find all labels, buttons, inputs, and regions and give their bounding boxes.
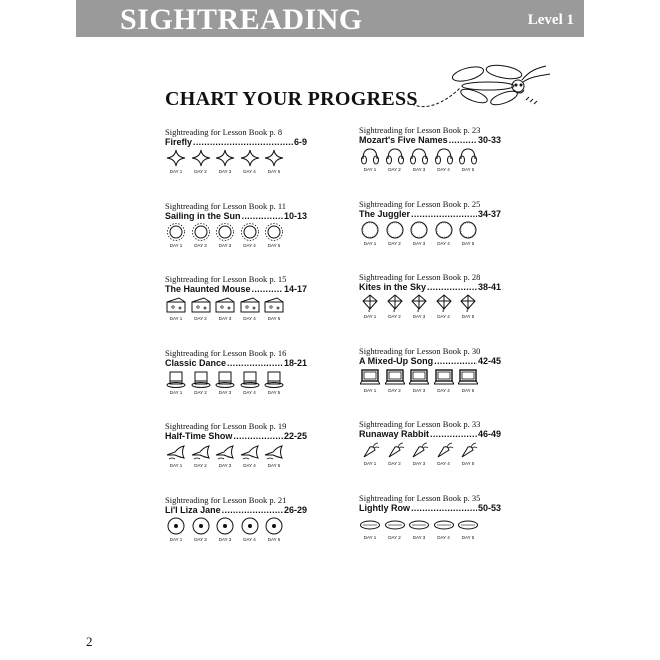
sun-icon <box>166 223 186 241</box>
day-label: DAY 2 <box>388 240 401 246</box>
cheese-icon <box>264 296 284 314</box>
piece-title: Runaway Rabbit <box>359 429 430 439</box>
record-icon <box>191 517 211 535</box>
day-label: DAY 2 <box>194 169 207 174</box>
day-checkbox[interactable] <box>214 517 236 545</box>
piece-title-row <box>359 356 501 366</box>
day-checkbox[interactable] <box>263 517 285 545</box>
day-checkbox[interactable] <box>239 223 261 251</box>
boat-icon <box>458 515 478 533</box>
piece-title-row <box>359 209 501 219</box>
top-hat-icon <box>191 370 211 388</box>
sparkle-star-icon <box>215 149 235 167</box>
piece-title: The Haunted Mouse <box>165 284 251 294</box>
sun-icon <box>191 223 211 241</box>
ball-icon <box>385 221 405 239</box>
day-checkbox[interactable] <box>384 221 406 249</box>
day-checkbox[interactable] <box>384 368 406 396</box>
kite-icon <box>434 294 454 312</box>
day-label: DAY 3 <box>412 387 426 393</box>
progress-entry <box>165 201 365 253</box>
headphones-icon <box>434 147 454 165</box>
day-label: DAY 3 <box>218 316 232 321</box>
day-label: DAY 3 <box>194 536 207 542</box>
ball-icon <box>434 221 454 239</box>
day-tracker <box>359 441 489 469</box>
day-label: DAY 3 <box>412 534 426 540</box>
boat-icon <box>385 515 405 533</box>
page-range: 6-9 <box>293 137 307 147</box>
page-number: 2 <box>86 634 93 649</box>
day-checkbox[interactable] <box>165 443 187 471</box>
day-tracker <box>359 368 489 396</box>
kite-icon <box>458 294 478 312</box>
day-checkbox[interactable] <box>433 221 455 249</box>
day-checkbox[interactable] <box>408 368 430 396</box>
day-label: DAY 4 <box>243 536 256 542</box>
day-checkbox[interactable] <box>190 223 212 251</box>
horn-icon <box>264 443 284 461</box>
laptop-icon <box>385 368 405 386</box>
header-bar <box>76 0 584 37</box>
horn-icon <box>240 443 260 461</box>
horn-icon <box>166 443 186 461</box>
page-title: CHART YOUR PROGRESS <box>165 88 418 110</box>
ball-icon <box>458 221 478 239</box>
day-label: DAY 1 <box>363 534 377 540</box>
day-checkbox[interactable] <box>359 147 381 175</box>
dot-leader <box>233 431 283 441</box>
day-label: DAY 5 <box>461 461 475 466</box>
laptop-icon <box>409 368 429 386</box>
day-label: DAY 1 <box>363 387 377 393</box>
sun-icon <box>215 223 235 241</box>
progress-entry <box>359 346 559 398</box>
horn-icon <box>191 443 211 461</box>
cheese-icon <box>240 296 260 314</box>
day-tracker <box>359 294 489 322</box>
day-checkbox[interactable] <box>408 294 430 322</box>
day-label: DAY 4 <box>437 387 450 393</box>
day-label: DAY 5 <box>461 167 475 172</box>
dot-leader <box>449 135 477 145</box>
page-range: 30-33 <box>477 135 501 145</box>
lesson-book-reference: Sightreading for Lesson Book p. 16 <box>165 347 287 358</box>
day-label: DAY 5 <box>461 387 475 393</box>
progress-entry <box>359 419 559 471</box>
dot-leader <box>411 503 477 513</box>
dot-leader <box>430 429 477 439</box>
day-label: DAY 4 <box>243 169 256 174</box>
day-label: DAY 1 <box>169 536 183 542</box>
day-label: DAY 1 <box>169 316 183 321</box>
progress-entry <box>359 125 559 177</box>
day-checkbox[interactable] <box>457 441 479 469</box>
cheese-icon <box>215 296 235 314</box>
kite-icon <box>360 294 380 312</box>
day-label: DAY 3 <box>218 169 232 174</box>
dot-leader <box>434 356 477 366</box>
day-checkbox[interactable] <box>165 149 187 177</box>
piece-title-row <box>359 135 501 145</box>
kite-icon <box>409 294 429 312</box>
day-checkbox[interactable] <box>214 296 236 324</box>
day-checkbox[interactable] <box>384 294 406 322</box>
kite-icon <box>385 294 405 312</box>
carrot-icon <box>458 441 478 459</box>
day-checkbox[interactable] <box>190 443 212 471</box>
day-checkbox[interactable] <box>433 441 455 469</box>
laptop-icon <box>360 368 380 386</box>
lesson-book-reference: Sightreading for Lesson Book p. 11 <box>165 200 287 211</box>
record-icon <box>215 517 235 535</box>
day-checkbox[interactable] <box>263 443 285 471</box>
lesson-book-reference: Sightreading for Lesson Book p. 30 <box>359 345 481 356</box>
sparkle-star-icon <box>191 149 211 167</box>
day-label: DAY 2 <box>194 316 207 321</box>
level-label: Level 1 <box>527 12 574 28</box>
day-checkbox[interactable] <box>408 221 430 249</box>
piece-title: Sailing in the Sun <box>165 210 241 221</box>
day-label: DAY 4 <box>437 461 450 466</box>
day-tracker <box>359 515 489 543</box>
day-checkbox[interactable] <box>239 296 261 324</box>
piece-title: A Mixed-Up Song <box>359 355 434 366</box>
lesson-book-reference: Sightreading for Lesson Book p. 33 <box>359 419 481 429</box>
cheese-icon <box>191 296 211 314</box>
day-label: DAY 3 <box>218 389 232 395</box>
piece-title-row <box>165 505 307 515</box>
day-label: DAY 1 <box>363 461 377 466</box>
day-checkbox[interactable] <box>433 515 455 543</box>
day-checkbox[interactable] <box>239 370 261 398</box>
sun-icon <box>240 223 260 241</box>
page-range: 42-45 <box>477 355 501 366</box>
headphones-icon <box>458 147 478 165</box>
sparkle-star-icon <box>240 149 260 167</box>
section-title: SIGHTREADING <box>120 3 363 36</box>
day-label: DAY 5 <box>461 534 475 540</box>
day-label: DAY 5 <box>267 536 281 542</box>
day-label: DAY 3 <box>218 463 232 468</box>
day-checkbox[interactable] <box>384 147 406 175</box>
laptop-icon <box>458 368 478 386</box>
day-checkbox[interactable] <box>457 147 479 175</box>
day-tracker <box>165 370 295 398</box>
day-label: DAY 3 <box>218 242 232 248</box>
day-checkbox[interactable] <box>408 147 430 175</box>
horn-icon <box>215 443 235 461</box>
ball-icon <box>409 221 429 239</box>
day-checkbox[interactable] <box>384 441 406 469</box>
progress-entry <box>165 127 365 179</box>
day-label: DAY 4 <box>437 167 450 172</box>
record-icon <box>240 517 260 535</box>
day-checkbox[interactable] <box>359 294 381 322</box>
day-checkbox[interactable] <box>214 223 236 251</box>
day-checkbox[interactable] <box>359 221 381 249</box>
day-label: DAY 2 <box>388 461 401 466</box>
day-tracker <box>165 517 295 545</box>
day-label: DAY 5 <box>267 463 281 468</box>
dot-leader <box>427 282 477 292</box>
lesson-book-reference: Sightreading for Lesson Book p. 23 <box>359 125 481 135</box>
dot-leader <box>411 209 477 219</box>
day-label: DAY 5 <box>267 242 281 248</box>
piece-title-row <box>359 282 501 292</box>
day-label: DAY 5 <box>461 240 475 246</box>
day-label: DAY 4 <box>243 316 256 321</box>
piece-title: Classic Dance <box>165 357 227 368</box>
day-checkbox[interactable] <box>165 370 187 398</box>
day-checkbox[interactable] <box>214 149 236 177</box>
day-label: DAY 1 <box>363 240 377 246</box>
carrot-icon <box>385 441 405 459</box>
piece-title: Kites in the Sky <box>359 282 427 292</box>
carrot-icon <box>409 441 429 459</box>
sun-icon <box>264 223 284 241</box>
day-label: DAY 2 <box>194 463 207 468</box>
piece-title: Lightly Row <box>359 502 410 513</box>
day-label: DAY 1 <box>169 389 183 395</box>
lesson-book-reference: Sightreading for Lesson Book p. 15 <box>165 274 287 284</box>
lesson-book-reference: Sightreading for Lesson Book p. 8 <box>165 127 283 137</box>
day-checkbox[interactable] <box>263 223 285 251</box>
record-icon <box>264 517 284 535</box>
day-checkbox[interactable] <box>433 368 455 396</box>
day-label: DAY 2 <box>388 314 401 319</box>
top-hat-icon <box>264 370 284 388</box>
day-checkbox[interactable] <box>359 515 381 543</box>
page-range: 22-25 <box>283 431 307 441</box>
piece-title-row <box>359 429 501 439</box>
page-range: 50-53 <box>477 502 501 513</box>
piece-title-row <box>165 358 307 368</box>
day-checkbox[interactable] <box>433 294 455 322</box>
dot-leader <box>193 137 293 147</box>
day-label: DAY 3 <box>194 242 207 248</box>
dot-leader <box>242 211 283 221</box>
piece-title-row <box>165 211 307 221</box>
day-label: DAY 4 <box>437 240 450 246</box>
carrot-icon <box>360 441 380 459</box>
lesson-book-reference: Sightreading for Lesson Book p. 19 <box>165 421 287 431</box>
day-checkbox[interactable] <box>457 221 479 249</box>
day-checkbox[interactable] <box>384 515 406 543</box>
day-label: DAY 3 <box>218 536 232 542</box>
day-tracker <box>359 147 489 175</box>
top-hat-icon <box>240 370 260 388</box>
progress-entry <box>359 493 559 545</box>
day-checkbox[interactable] <box>214 370 236 398</box>
day-checkbox[interactable] <box>263 370 285 398</box>
laptop-icon <box>434 368 454 386</box>
day-tracker <box>165 296 295 324</box>
day-checkbox[interactable] <box>457 515 479 543</box>
lesson-book-reference: Sightreading for Lesson Book p. 25 <box>359 198 481 209</box>
progress-entry <box>359 199 559 251</box>
day-checkbox[interactable] <box>165 296 187 324</box>
day-label: DAY 2 <box>388 534 401 540</box>
day-label: DAY 1 <box>169 169 183 174</box>
day-label: DAY 1 <box>363 314 377 319</box>
day-label: DAY 4 <box>437 534 450 540</box>
lesson-book-reference: Sightreading for Lesson Book p. 21 <box>165 494 287 505</box>
progress-entry <box>165 495 365 547</box>
boat-icon <box>434 515 454 533</box>
piece-title: Firefly <box>165 137 193 147</box>
day-checkbox[interactable] <box>457 294 479 322</box>
page-range: 26-29 <box>283 504 307 515</box>
day-checkbox[interactable] <box>359 441 381 469</box>
day-checkbox[interactable] <box>457 368 479 396</box>
sparkle-star-icon <box>166 149 186 167</box>
day-label: DAY 3 <box>412 314 426 319</box>
cheese-icon <box>166 296 186 314</box>
day-label: DAY 4 <box>437 314 450 319</box>
day-label: DAY 4 <box>243 389 256 395</box>
day-label: DAY 5 <box>267 316 281 321</box>
carrot-icon <box>434 441 454 459</box>
day-checkbox[interactable] <box>408 441 430 469</box>
day-checkbox[interactable] <box>408 515 430 543</box>
piece-title-row <box>359 503 501 513</box>
day-label: DAY 5 <box>267 389 281 395</box>
day-checkbox[interactable] <box>190 149 212 177</box>
day-label: DAY 4 <box>243 463 256 468</box>
day-label: DAY 5 <box>461 314 475 319</box>
page-range: 34-37 <box>477 208 501 219</box>
ball-icon <box>360 221 380 239</box>
dot-leader <box>227 358 283 368</box>
lesson-book-reference: Sightreading for Lesson Book p. 28 <box>359 272 481 282</box>
day-label: DAY 2 <box>388 167 401 172</box>
top-hat-icon <box>215 370 235 388</box>
dragonfly-icon <box>408 60 556 114</box>
piece-title: Half-Time Show <box>165 431 233 441</box>
record-icon <box>166 517 186 535</box>
piece-title-row <box>165 431 307 441</box>
piece-title: Li'l Liza Jane <box>165 504 221 515</box>
headphones-icon <box>409 147 429 165</box>
piece-title: The Juggler <box>359 208 411 219</box>
day-tracker <box>359 221 489 249</box>
day-checkbox[interactable] <box>359 368 381 396</box>
day-label: DAY 3 <box>412 167 426 172</box>
page-range: 38-41 <box>477 282 501 292</box>
day-tracker <box>165 223 295 251</box>
day-checkbox[interactable] <box>165 517 187 545</box>
piece-title-row <box>165 137 307 147</box>
boat-icon <box>409 515 429 533</box>
day-checkbox[interactable] <box>433 147 455 175</box>
day-label: DAY 5 <box>267 169 281 174</box>
day-checkbox[interactable] <box>190 296 212 324</box>
progress-entry <box>165 421 365 473</box>
day-checkbox[interactable] <box>214 443 236 471</box>
day-checkbox[interactable] <box>239 443 261 471</box>
headphones-icon <box>385 147 405 165</box>
top-hat-icon <box>166 370 186 388</box>
piece-title: Mozart's Five Names <box>359 135 448 145</box>
day-label: DAY 1 <box>169 242 183 248</box>
dot-leader <box>252 284 283 294</box>
day-label: DAY 4 <box>243 242 256 248</box>
day-label: DAY 3 <box>412 461 426 466</box>
piece-title-row <box>165 284 307 294</box>
page-range: 18-21 <box>283 357 307 368</box>
day-checkbox[interactable] <box>239 149 261 177</box>
dot-leader <box>222 505 283 515</box>
day-label: DAY 2 <box>388 387 401 393</box>
day-checkbox[interactable] <box>263 149 285 177</box>
page-range: 14-17 <box>283 284 307 294</box>
progress-entry <box>165 274 365 326</box>
day-checkbox[interactable] <box>190 370 212 398</box>
headphones-icon <box>360 147 380 165</box>
day-tracker <box>165 443 295 471</box>
day-label: DAY 2 <box>194 389 207 395</box>
day-label: DAY 3 <box>412 240 426 246</box>
boat-icon <box>360 515 380 533</box>
progress-entry <box>359 272 559 324</box>
day-label: DAY 1 <box>363 167 377 172</box>
progress-entry <box>165 348 365 400</box>
page-range: 46-49 <box>477 429 501 439</box>
page-range: 10-13 <box>283 210 307 221</box>
day-checkbox[interactable] <box>263 296 285 324</box>
sparkle-star-icon <box>264 149 284 167</box>
lesson-book-reference: Sightreading for Lesson Book p. 35 <box>359 492 481 503</box>
day-label: DAY 1 <box>169 463 183 468</box>
day-tracker <box>165 149 295 177</box>
day-checkbox[interactable] <box>239 517 261 545</box>
day-checkbox[interactable] <box>165 223 187 251</box>
day-checkbox[interactable] <box>190 517 212 545</box>
